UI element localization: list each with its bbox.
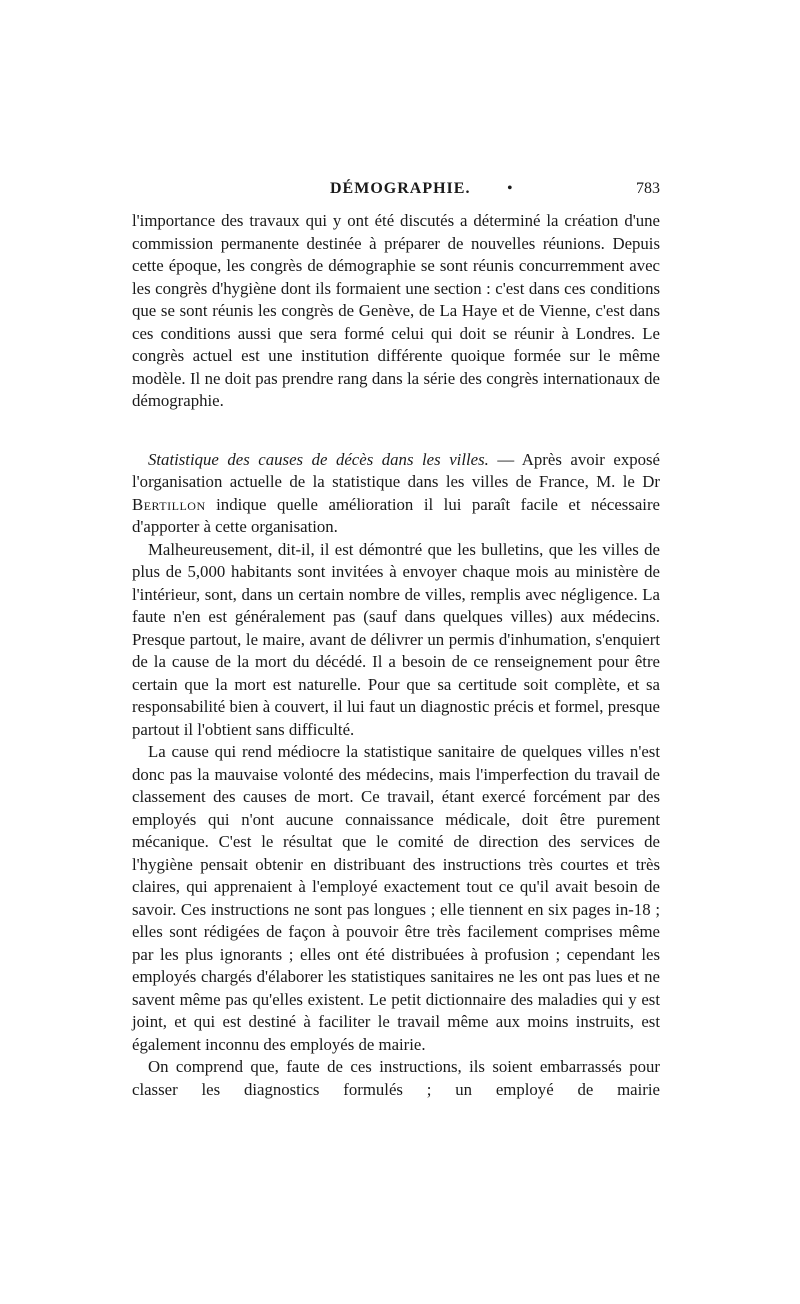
- running-header: [132, 180, 660, 202]
- page-body: [132, 210, 660, 1101]
- section-lead-heading: Statistique des causes de décès dans les villes.: [148, 449, 489, 469]
- section-intro-text-end: indique quelle amélioration il lui paraît facile et nécessaire d'apporter à cette organisation.: [132, 494, 660, 536]
- paragraph-final: On comprend que, faute de ces instructions, ils soient embarrassés pour classer les diagnostics formulés ; un employé de mairie: [132, 1057, 660, 1099]
- paragraph-section-intro: [132, 449, 660, 539]
- running-head-title: DÉMOGRAPHIE.: [330, 180, 471, 197]
- page-number: 783: [636, 180, 660, 197]
- paragraph-continuation: l'importance des travaux qui y ont été discutés a déterminé la création d'une commission permanente destinée à préparer de nouvelles réunions. Depuis cette époque, les congrès de démographie se sont réunis concurremment avec les congrès d'hygiène dont ils formaient une section : c'est dans ces conditions que se sont réunis les congrès de Genève, de La Haye et de Vienne, c'est dans ces conditions aussi que sera formé celui qui doit se réunir à Londres. Le congrès actuel est une institution différente quoique formée sur le même modèle. Il ne doit pas prendre rang dans la série des congrès internationaux de démographie.: [132, 211, 660, 410]
- section-intro-text: — Après avoir exposé l'organisation actuelle de la statistique dans les villes de France, M. le Dr: [132, 449, 661, 491]
- paragraph-bulletins: Malheureusement, dit-il, il est démontré que les bulletins, que les villes de plus de 5,000 habitants sont invitées à envoyer chaque mois au ministère de l'intérieur, sont, dans un certain nombre de villes, remplis avec négligence. La faute n'en est généralement pas (sauf dans quelques villes) aux médecins. Presque partout, le maire, avant de délivrer un permis d'inhumation, s'enquiert de la cause de la mort du décédé. Il a besoin de ce renseignement pour être certain que la mort est naturelle. Pour que sa certitude soit complète, et sa responsabilité bien à couvert, il lui faut un diagnostic précis et formel, presque partout il l'obtient sans difficulté.: [132, 539, 660, 739]
- paragraph-cause: La cause qui rend médiocre la statistique sanitaire de quelques villes n'est donc pas la mauvaise volonté des médecins, mais l'imperfection du travail de classement des causes de mort. Ce travail, étant exercé forcément par des employés qui n'ont aucune connaissance médicale, doit être purement mécanique. C'est le résultat que le comité de direction des services de l'hygiène pensait obtenir en distribuant des instructions très courtes et très claires, qui apprenaient à l'employé exactement tout ce qu'il avait besoin de savoir. Ces instructions ne sont pas longues ; elle tiennent en six pages in-18 ; elles sont rédigées de façon à pouvoir être très facilement comprises même par les plus ignorants ; elles ont été distribuées à profusion ; cependant les employés chargés d'élaborer les statistiques sanitaires ne les ont pas lues et ne savent même pas qu'elles existent. Le petit dictionnaire des maladies qui y est joint, et qui est destiné à faciliter le travail même aux moins instruits, est également inconnu des employés de mairie.: [132, 742, 660, 1054]
- person-name: Bertillon: [132, 494, 206, 514]
- header-separator: •: [507, 180, 513, 197]
- section-gap: [132, 413, 660, 449]
